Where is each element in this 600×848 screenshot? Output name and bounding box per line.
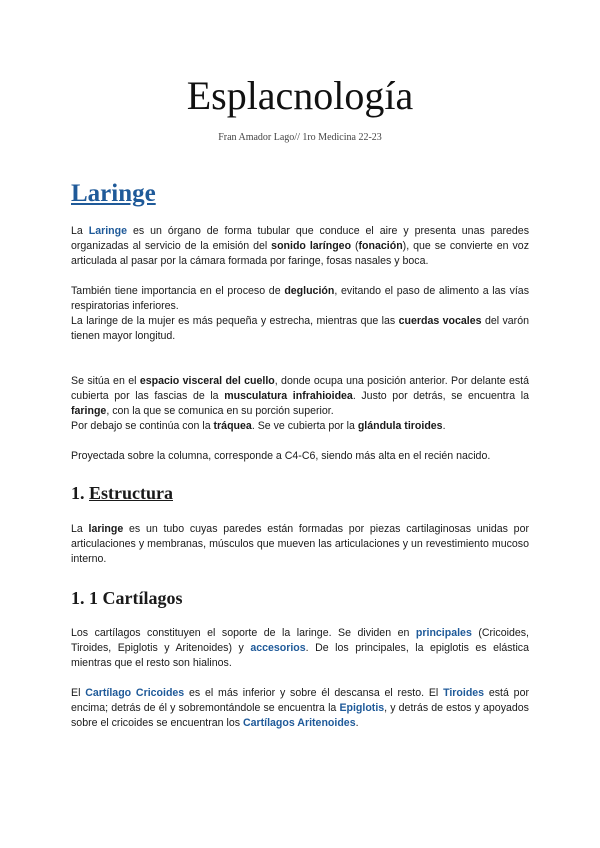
- term-deglucion: deglución: [284, 285, 335, 297]
- heading-cartilagos: 1. 1 Cartílagos: [71, 588, 183, 608]
- term-traquea: tráquea: [213, 420, 252, 432]
- term-espacio-visceral: espacio visceral del cuello: [139, 375, 275, 387]
- term-tiroides: Tiroides: [443, 687, 485, 699]
- term-epiglotis: Epiglotis: [339, 702, 385, 714]
- paragraph-estructura: La laringe es un tubo cuyas paredes están formadas por piezas cartilaginosas unidas por articulaciones y membranas, músculos que mueven las articulaciones y un revestimiento mucoso interno.: [71, 523, 529, 565]
- term-cartilagos-aritenoides: Cartílagos Aritenoides: [242, 717, 356, 729]
- paragraph-deglucion: También tiene importancia en el proceso de deglución, evitando el paso de alimento a las vías respiratorias inferiores.: [71, 285, 529, 312]
- document-title: Esplacnología: [186, 73, 414, 118]
- paragraph-laringe-definition: La Laringe es un órgano de forma tubular que conduce el aire y presenta unas paredes organizadas al servicio de la emisión del sonido laríngeo (fonación), que se convierte en voz articulada al pasar por la cámara formada por faringe, fosas nasales y boca.: [71, 225, 529, 267]
- paragraph-cartilagos-detalle: El Cartílago Cricoides es el más inferior y sobre él descansa el resto. El Tiroides está por encima; detrás de él y sobremontándole se encuentra la Epiglotis, y detrás de estos y apoyados sobre el cricoides se encuentran los Cartílagos Aritenoides.: [71, 687, 529, 729]
- term-laringe-bold: laringe: [88, 523, 124, 535]
- paragraph-cartilagos-intro: Los cartílagos constituyen el soporte de la laringe. Se dividen en principales (Cricoides, Tiroides, Epiglotis y Aritenoides) y accesorios. De los principales, la epiglotis es elástica mientras que el resto son hialinos.: [71, 627, 530, 669]
- heading-laringe: Laringe: [71, 180, 156, 207]
- heading-estructura: 1. Estructura: [71, 483, 173, 503]
- paragraph-proyeccion: Proyectada sobre la columna, corresponde a C4-C6, siendo más alta en el recién nacido.: [71, 450, 491, 462]
- term-glandula-tiroides: glándula tiroides: [357, 420, 443, 432]
- term-accesorios: accesorios: [250, 642, 306, 654]
- term-faringe: faringe: [71, 405, 107, 417]
- document-subtitle: Fran Amador Lago// 1ro Medicina 22-23: [218, 132, 382, 143]
- term-cuerdas-vocales: cuerdas vocales: [398, 315, 482, 327]
- paragraph-cuerdas-vocales: La laringe de la mujer es más pequeña y estrecha, mientras que las cuerdas vocales del varón tienen mayor longitud.: [71, 315, 529, 342]
- term-sonido-laringeo: sonido laríngeo: [271, 240, 352, 252]
- paragraph-traquea: Por debajo se continúa con la tráquea. Se ve cubierta por la glándula tiroides.: [71, 420, 446, 432]
- term-fonacion: fonación: [358, 240, 403, 252]
- term-principales: principales: [415, 627, 472, 639]
- paragraph-situacion: Se sitúa en el espacio visceral del cuello, donde ocupa una posición anterior. Por delante está cubierta por las fascias de la musculatura infrahioidea. Justo por detrás, se encuentra la faringe, con la que se comunica en su porción superior.: [71, 375, 529, 417]
- term-cartilago-cricoides: Cartílago Cricoides: [85, 687, 185, 699]
- term-laringe: Laringe: [88, 225, 128, 237]
- term-musculatura-infrahioidea: musculatura infrahioidea: [224, 390, 353, 402]
